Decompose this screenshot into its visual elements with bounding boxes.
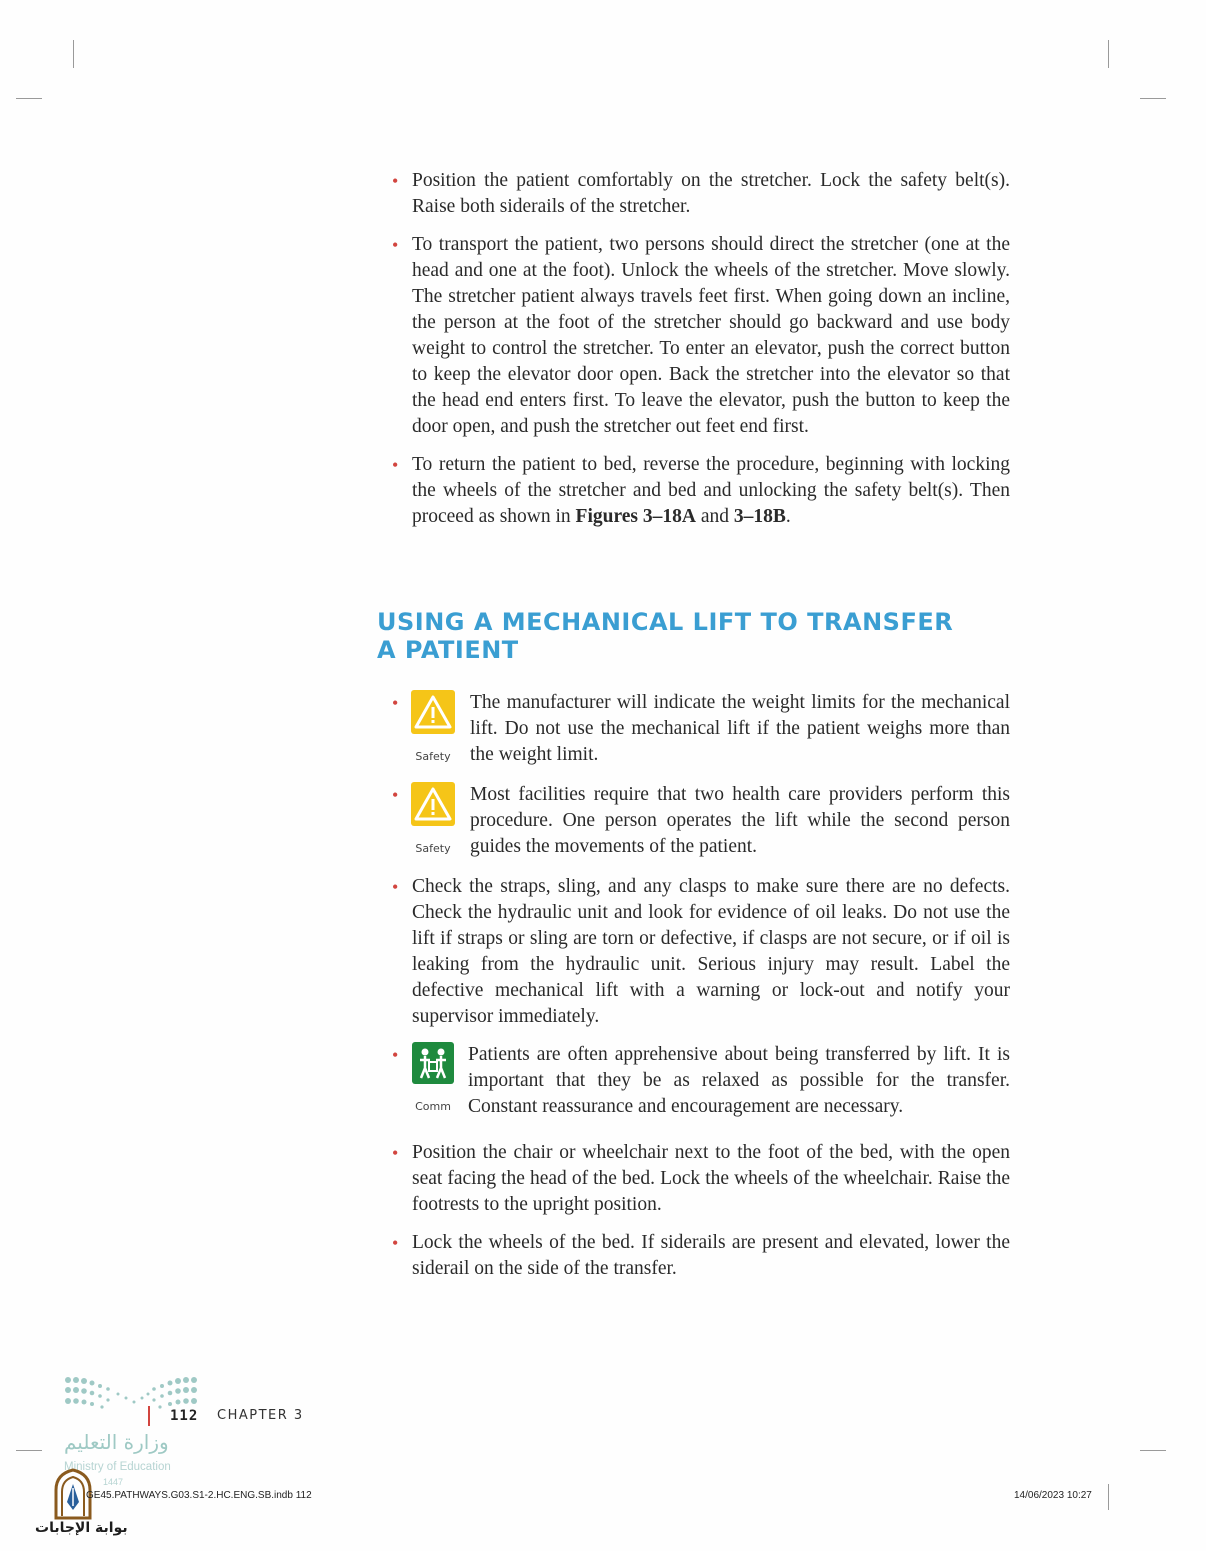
crop-mark: [1140, 98, 1166, 99]
crop-mark: [16, 98, 42, 99]
safety-badge: [411, 782, 455, 862]
bullet-text: .: [785, 506, 791, 527]
list-item: [390, 168, 1010, 220]
warning-icon: [411, 690, 455, 734]
bullet-text: Patients are often apprehensive about being transferred by lift. It is important that they be as relaxed as possible for the transfer. Constant reassurance and encouragement are necessary.: [468, 1044, 1010, 1117]
warning-icon: [411, 782, 455, 826]
crop-mark: [1108, 40, 1109, 68]
bullet-text: Most facilities require that two health care providers perform this procedure. One person operates the lift while the second person guides the movements of the patient.: [470, 784, 1010, 857]
bullet-text: Check the straps, sling, and any clasps to make sure there are no defects. Check the hydraulic unit and look for evidence of oil leaks. Do not use the lift if straps or sling are torn or defective, if clasps are not secure, or if oil is leaking from the hydraulic unit. Serious injury may result. Label the defective mechanical lift with a warning or lock-out and notify your supervisor immediately.: [412, 876, 1010, 1027]
icon-caption: • Safety: [415, 750, 451, 763]
crop-mark: [1108, 1484, 1109, 1510]
bullet-text: To return the patient to bed, reverse the procedure, beginning with locking the wheels of the stretcher and bed and unlocking the safety belt(s). Then proceed as shown in: [412, 454, 1010, 527]
lift-bullets: [390, 690, 1010, 1294]
section-heading: [377, 608, 1017, 664]
list-item: [390, 690, 1010, 768]
crop-mark: [1140, 1450, 1166, 1451]
ministry-english-name: Ministry of Education: [64, 1461, 171, 1473]
heading-line: A PATIENT: [377, 636, 519, 664]
list-item: [390, 232, 1010, 440]
list-item: [390, 1042, 1010, 1120]
ministry-arabic-name: وزارة التعليم: [64, 1430, 169, 1454]
file-slug: GE45.PATHWAYS.G03.S1-2.HC.ENG.SB.indb 112: [86, 1490, 312, 1501]
list-item: [390, 782, 1010, 860]
ministry-year: 1447: [103, 1477, 124, 1487]
chapter-label: CHAPTER 3: [217, 1408, 304, 1423]
crop-mark: [16, 1450, 42, 1451]
comm-badge: [411, 1042, 455, 1120]
bullet-text: Lock the wheels of the bed. If siderails are present and elevated, lower the siderail on the side of the transfer.: [412, 1232, 1010, 1279]
bullet-text: and: [695, 506, 734, 527]
figure-reference: Figures 3–18A: [575, 506, 696, 527]
communication-icon: [412, 1042, 454, 1084]
bullet-text: Position the patient comfortably on the stretcher. Lock the safety belt(s). Raise both siderails of the stretcher.: [412, 170, 1010, 217]
icon-caption: • Comm: [415, 1100, 451, 1113]
crop-mark: [73, 40, 74, 68]
heading-line: USING A MECHANICAL LIFT TO TRANSFER: [377, 608, 954, 636]
date-slug: 14/06/2023 10:27: [1014, 1490, 1092, 1501]
list-item: [390, 1230, 1010, 1282]
list-item: [390, 452, 1010, 530]
figure-reference: 3–18B: [733, 506, 786, 527]
top-bullets: [390, 168, 1010, 542]
list-item: [390, 874, 1010, 1030]
portal-name: بوابة الإجابات: [35, 1520, 128, 1536]
bullet-text: The manufacturer will indicate the weight limits for the mechanical lift. Do not use the mechanical lift if the patient weighs more than the weight limit.: [470, 692, 1010, 765]
icon-caption: • Safety: [415, 842, 451, 855]
bullet-text: Position the chair or wheelchair next to the foot of the bed, with the open seat facing the head of the bed. Lock the wheels of the wheelchair. Raise the footrests to the upright position.: [412, 1142, 1010, 1215]
bullet-text: To transport the patient, two persons should direct the stretcher (one at the head and one at the foot). Unlock the wheels of the stretcher. Move slowly. The stretcher patient always travels feet first. When going down an incline, the person at the foot of the stretcher should go backward and use body weight to control the stretcher. To enter an elevator, push the correct button to keep the elevator door open. Back the stretcher into the elevator so that the head end enters first. To leave the elevator, push the button to keep the door open, and push the stretcher out feet end first.: [412, 234, 1010, 437]
page-number: 112: [170, 1408, 199, 1424]
footer-divider: [148, 1406, 150, 1426]
safety-badge: [411, 690, 455, 770]
list-item: [390, 1140, 1010, 1218]
